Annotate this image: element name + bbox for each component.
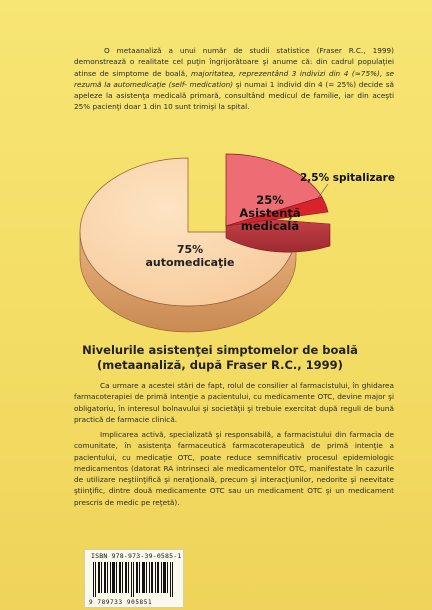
barcode — [84, 549, 184, 608]
label-asistenta-line2: medicală — [240, 219, 300, 233]
label-automedicatie-name: automedicaţie — [145, 256, 235, 269]
chart-caption — [60, 343, 380, 373]
paragraph-involvement — [74, 429, 394, 508]
label-asistenta — [230, 194, 310, 233]
label-asistenta-line1: Asistenţă — [239, 206, 301, 220]
paragraph-involvement-text: Implicarea activă, specializată şi responsabilă, a farmacistului din farmacia de comunitate, în asistenţa farmaceutică farmacoterapeutică de primă intenţie a pacientului, cu medicaţie OTC, poate reduce semnificativ procesul epidemiologic medicamentos (datorat RA intrinseci ale medicamentelor OTC, manifestate în cazurile de utilizare neştiinţifică şi neraţională, precum şi interacţiunilor, nedorite şi neevitate ştiinţific, dintre două medicamente OTC sau un medicament OTC şi un medicament prescris de medic pe reţetă). — [74, 430, 394, 507]
intro-text-part2: şi numai 1 individ din 4 (= 25%) decide să apeleze la asistenţa medicală primară, consultând medicul de familie, iar din aceşti 25% pacienţi doar 1 din 10 sunt trimişi la spital. — [74, 79, 394, 112]
paragraph-role — [74, 380, 394, 425]
intro-paragraph — [74, 45, 394, 113]
ean-digits: 9 789733 905851 — [89, 599, 153, 606]
caption-line2: (metaanaliză, după Fraser R.C., 1999) — [97, 358, 343, 372]
intro-text-italic: majoritatea, reprezentând 3 indivizi din 4 (≈75%), se rezumă la automedicaţie (self- medication) — [74, 68, 394, 89]
label-automedicatie — [130, 243, 250, 269]
barcode-bars — [91, 562, 177, 597]
isbn-text: ISBN 978-973-39-0585-1 — [91, 552, 182, 560]
spitalizare-leader-line — [318, 184, 328, 198]
label-asistenta-pct: 25% — [256, 193, 284, 207]
label-automedicatie-pct: 75% — [176, 243, 204, 256]
label-spitalizare: 2,5% spitalizare — [300, 172, 395, 184]
intro-text-part1: O metaanaliză a unui număr de studii statistice (Fraser R.C., 1999) demonstrează o realitate cel puţin îngrijorătoare şi anume că: din cadrul populaţiei atinse de simptome de boală, — [74, 46, 394, 78]
pie-chart — [60, 150, 400, 335]
caption-line1: Nivelurile asistenţei simptomelor de boală — [82, 343, 358, 357]
paragraph-role-text: Ca urmare a acestei stări de fapt, rolul de consilier al farmacistului, în ghidarea farmacoterapiei de primă intenţie a pacientului, cu medicamente OTC, devine major şi obligatoriu, în interesul bolnavului şi societăţii şi trebuie exercitat după reguli de bună practică de farmacie clinică. — [74, 381, 394, 424]
